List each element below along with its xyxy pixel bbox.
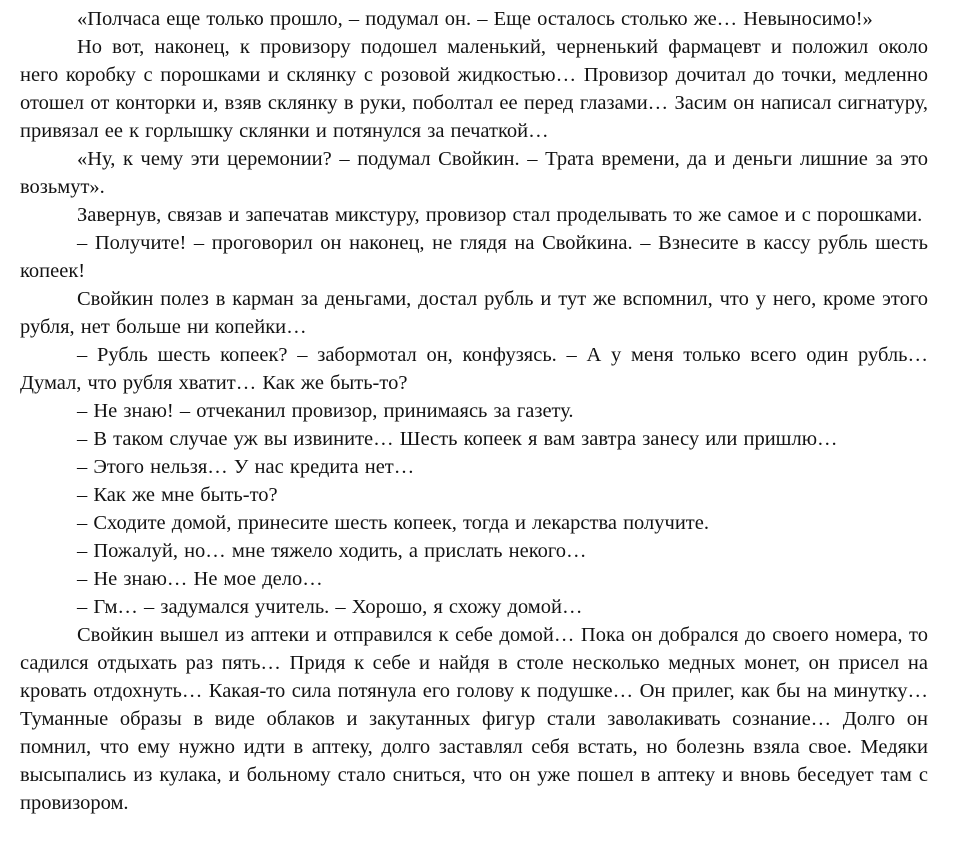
- paragraph: – Сходите домой, принесите шесть копеек, тогда и лекарства получите.: [77, 512, 709, 534]
- paragraph: – Не знаю! – отчеканил провизор, принимаясь за газету.: [77, 400, 574, 422]
- paragraph: – Как же мне быть-то?: [77, 484, 278, 506]
- paragraph: – Рубль шесть копеек? – забормотал он, конфузясь. – А у меня только всего один рубль… Думал, что рубля хватит… Как же быть-то?: [20, 344, 928, 394]
- paragraph: Но вот, наконец, к провизору подошел маленький, черненький фармацевт и положил около него коробку с порошками и склянку с розовой жидкостью… Провизор дочитал до точки, медленно отошел от конторки и, взяв склянку в руки, поболтал ее перед глазами… Засим он написал сигнатуру, привязал ее к горлышку склянки и потянулся за печаткой…: [20, 36, 928, 142]
- paragraph: – В таком случае уж вы извините… Шесть копеек я вам завтра занесу или пришлю…: [77, 428, 838, 450]
- paragraph: Завернув, связав и запечатав микстуру, провизор стал проделывать то же самое и с порошками.: [77, 204, 923, 226]
- paragraph: – Этого нельзя… У нас кредита нет…: [77, 456, 415, 478]
- paragraph: – Не знаю… Не мое дело…: [77, 568, 323, 590]
- paragraph: «Ну, к чему эти церемонии? – подумал Свойкин. – Трата времени, да и деньги лишние за это возьмут».: [20, 148, 928, 198]
- paragraph: – Получите! – проговорил он наконец, не глядя на Свойкина. – Взнесите в кассу рубль шесть копеек!: [20, 232, 928, 282]
- paragraph: «Полчаса еще только прошло, – подумал он. – Еще осталось столько же… Невыносимо!»: [77, 8, 873, 30]
- paragraph: Свойкин полез в карман за деньгами, достал рубль и тут же вспомнил, что у него, кроме этого рубля, нет больше ни копейки…: [20, 288, 928, 338]
- paragraph: – Пожалуй, но… мне тяжело ходить, а прислать некого…: [77, 540, 587, 562]
- paragraph: Свойкин вышел из аптеки и отправился к себе домой… Пока он добрался до своего номера, то садился отдыхать раз пять… Придя к себе и найдя в столе несколько медных монет, он присел на кровать отдохнуть… Какая-то сила потянула его голову к подушке… Он прилег, как бы на минутку… Туманные образы в виде облаков и закутанных фигур стали заволакивать сознание… Долго он помнил, что ему нужно идти в аптеку, долго заставлял себя встать, но болезнь взяла свое. Медяки высыпались из кулака, и больному стало сниться, что он уже пошел в аптеку и вновь беседует там с провизором.: [20, 624, 928, 814]
- paragraph: – Гм… – задумался учитель. – Хорошо, я схожу домой…: [77, 596, 583, 618]
